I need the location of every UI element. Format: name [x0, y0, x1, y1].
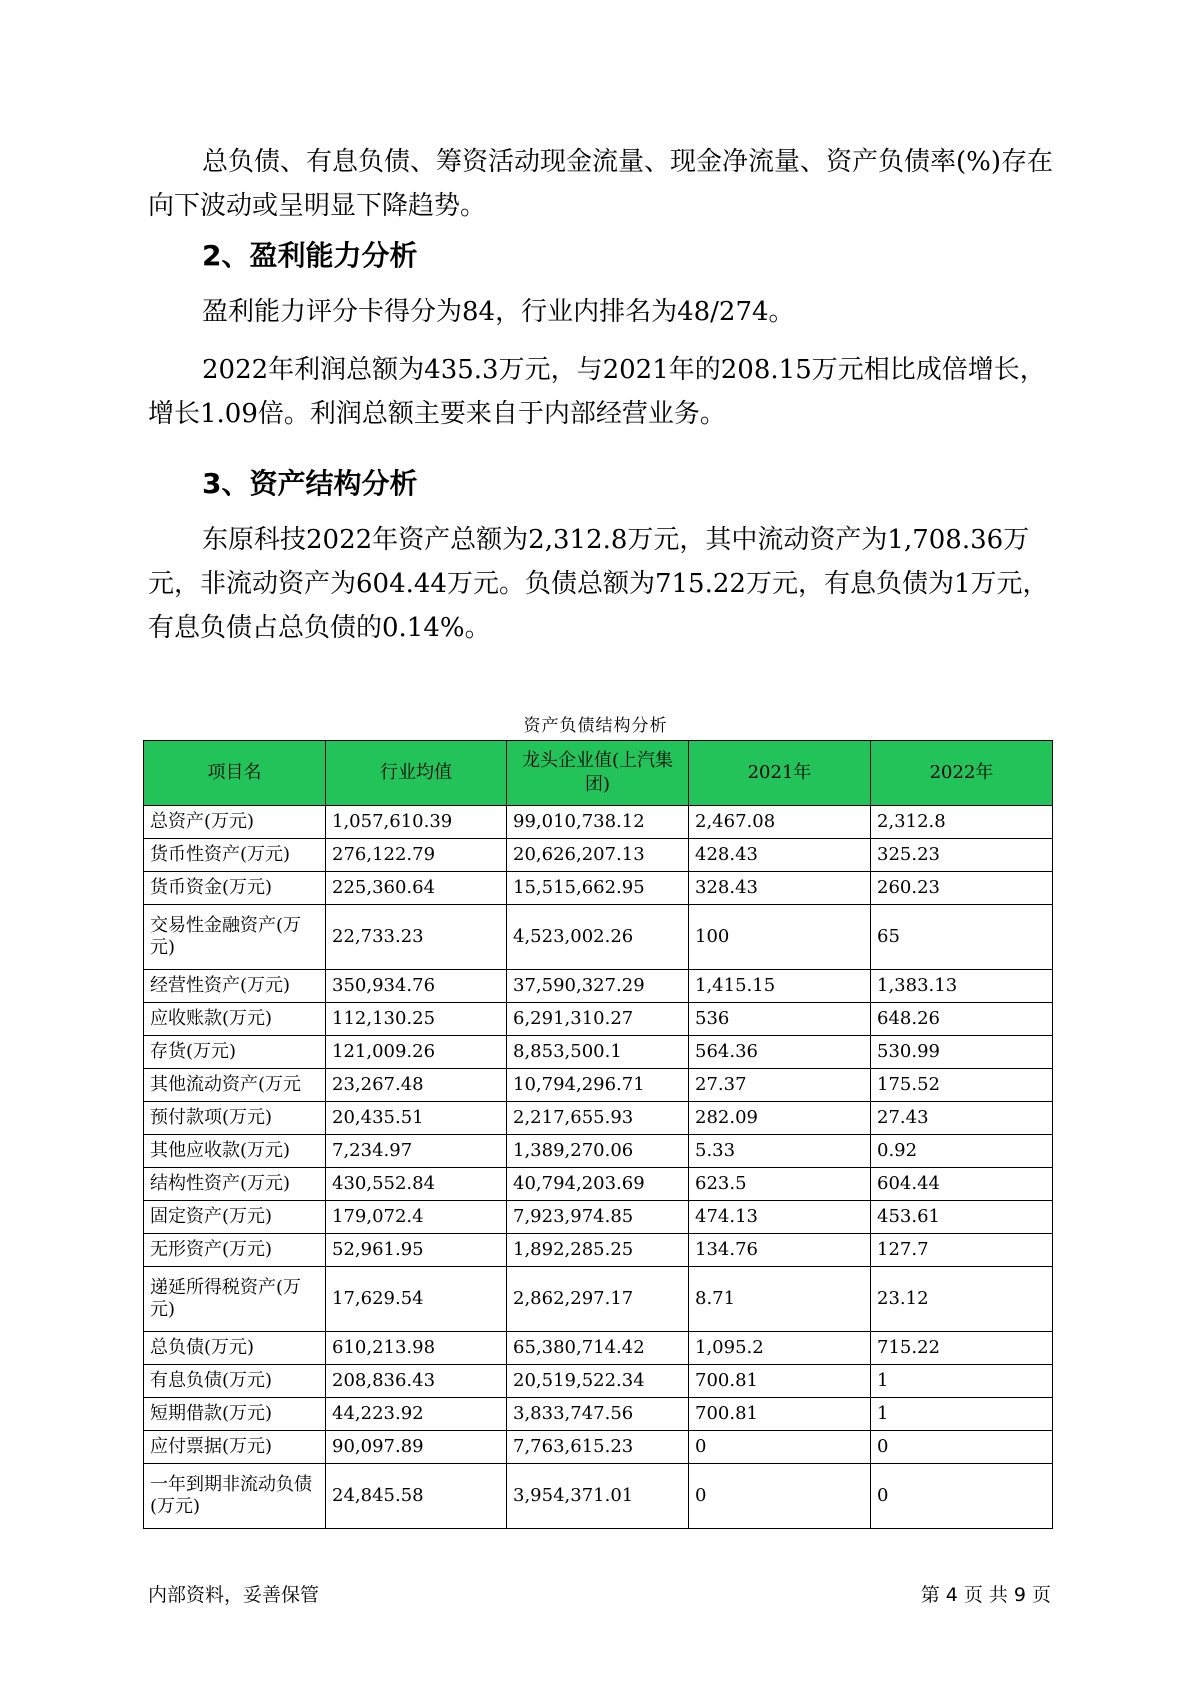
table-row [144, 806, 1053, 839]
value-cell: 7,923,974.85 [507, 1201, 689, 1234]
row-label-cell: 固定资产(万元) [144, 1201, 326, 1234]
table-row [144, 970, 1053, 1003]
value-cell: 6,291,310.27 [507, 1003, 689, 1036]
row-label-cell: 其他流动资产(万元 [144, 1069, 326, 1102]
value-cell: 24,845.58 [326, 1464, 507, 1529]
value-cell: 0.92 [871, 1135, 1053, 1168]
paragraph-profit-score: 盈利能力评分卡得分为84，行业内排名为48/274。 [202, 297, 795, 327]
value-cell: 65 [871, 905, 1053, 970]
value-cell: 4,523,002.26 [507, 905, 689, 970]
value-cell: 27.37 [689, 1069, 871, 1102]
table-row [144, 1234, 1053, 1267]
value-cell: 610,213.98 [326, 1332, 507, 1365]
value-cell: 604.44 [871, 1168, 1053, 1201]
row-label-cell: 其他应收款(万元) [144, 1135, 326, 1168]
row-label-cell: 预付款项(万元) [144, 1102, 326, 1135]
row-label-cell: 无形资产(万元) [144, 1234, 326, 1267]
value-cell: 90,097.89 [326, 1431, 507, 1464]
value-cell: 22,733.23 [326, 905, 507, 970]
table-row [144, 1431, 1053, 1464]
paragraph-asset-summary: 东原科技2022年资产总额为2,312.8万元，其中流动资产为1,708.36万元，非流动资产为604.44万元。负债总额为715.22万元，有息负债为1万元，有息负债占总负债的0.14%。 [148, 525, 1049, 643]
value-cell: 40,794,203.69 [507, 1168, 689, 1201]
value-cell: 1,389,270.06 [507, 1135, 689, 1168]
row-label-cell: 结构性资产(万元) [144, 1168, 326, 1201]
value-cell: 1 [871, 1398, 1053, 1431]
header-year-2022: 2022年 [871, 741, 1053, 806]
row-label-cell: 应付票据(万元) [144, 1431, 326, 1464]
table-row [144, 1464, 1053, 1529]
value-cell: 2,217,655.93 [507, 1102, 689, 1135]
value-cell: 179,072.4 [326, 1201, 507, 1234]
value-cell: 3,954,371.01 [507, 1464, 689, 1529]
value-cell: 27.43 [871, 1102, 1053, 1135]
table-row [144, 1267, 1053, 1332]
value-cell: 0 [871, 1431, 1053, 1464]
paragraph-profit-total: 2022年利润总额为435.3万元，与2021年的208.15万元相比成倍增长，增长1.09倍。利润总额主要来自于内部经营业务。 [148, 355, 1046, 429]
table-row [144, 1036, 1053, 1069]
value-cell: 350,934.76 [326, 970, 507, 1003]
value-cell: 428.43 [689, 839, 871, 872]
footer-confidential-note: 内部资料，妥善保管 [148, 1584, 320, 1606]
value-cell: 700.81 [689, 1365, 871, 1398]
value-cell: 52,961.95 [326, 1234, 507, 1267]
value-cell: 175.52 [871, 1069, 1053, 1102]
value-cell: 2,862,297.17 [507, 1267, 689, 1332]
value-cell: 23,267.48 [326, 1069, 507, 1102]
table-row [144, 1365, 1053, 1398]
value-cell: 1,892,285.25 [507, 1234, 689, 1267]
value-cell: 1 [871, 1365, 1053, 1398]
value-cell: 1,415.15 [689, 970, 871, 1003]
value-cell: 7,234.97 [326, 1135, 507, 1168]
value-cell: 20,435.51 [326, 1102, 507, 1135]
row-label-cell: 货币资金(万元) [144, 872, 326, 905]
value-cell: 3,833,747.56 [507, 1398, 689, 1431]
value-cell: 564.36 [689, 1036, 871, 1069]
value-cell: 7,763,615.23 [507, 1431, 689, 1464]
value-cell: 536 [689, 1003, 871, 1036]
footer-page-number [915, 1580, 1051, 1607]
value-cell: 17,629.54 [326, 1267, 507, 1332]
value-cell: 225,360.64 [326, 872, 507, 905]
row-label-cell: 总负债(万元) [144, 1332, 326, 1365]
value-cell: 1,057,610.39 [326, 806, 507, 839]
value-cell: 453.61 [871, 1201, 1053, 1234]
page-label-prefix: 第 [920, 1584, 940, 1606]
value-cell: 10,794,296.71 [507, 1069, 689, 1102]
value-cell: 99,010,738.12 [507, 806, 689, 839]
header-year-2021: 2021年 [689, 741, 871, 806]
row-label-cell: 有息负债(万元) [144, 1365, 326, 1398]
value-cell: 623.5 [689, 1168, 871, 1201]
value-cell: 23.12 [871, 1267, 1053, 1332]
table-row [144, 1201, 1053, 1234]
value-cell: 2,467.08 [689, 806, 871, 839]
value-cell: 2,312.8 [871, 806, 1053, 839]
value-cell: 65,380,714.42 [507, 1332, 689, 1365]
table-row [144, 839, 1053, 872]
value-cell: 260.23 [871, 872, 1053, 905]
table-caption: 资产负债结构分析 [523, 716, 668, 736]
value-cell: 328.43 [689, 872, 871, 905]
page-label-suffix: 页 [1031, 1584, 1051, 1606]
page-current: 4 [945, 1584, 958, 1606]
table-row [144, 1135, 1053, 1168]
value-cell: 1,095.2 [689, 1332, 871, 1365]
table-row [144, 1332, 1053, 1365]
page-label-mid: 页 共 [963, 1584, 1008, 1606]
value-cell: 530.99 [871, 1036, 1053, 1069]
heading-profitability: 2、盈利能力分析 [202, 239, 418, 272]
value-cell: 134.76 [689, 1234, 871, 1267]
header-item-name: 项目名 [144, 741, 326, 806]
table-header-row [144, 741, 1053, 806]
paragraph-liability-trend: 总负债、有息负债、筹资活动现金流量、现金净流量、资产负债率(%)存在向下波动或呈明显下降趋势。 [148, 147, 1053, 221]
header-industry-average: 行业均值 [326, 741, 507, 806]
value-cell: 112,130.25 [326, 1003, 507, 1036]
value-cell: 276,122.79 [326, 839, 507, 872]
row-label-cell: 应收账款(万元) [144, 1003, 326, 1036]
value-cell: 15,515,662.95 [507, 872, 689, 905]
value-cell: 325.23 [871, 839, 1053, 872]
table-row [144, 1069, 1053, 1102]
balance-structure-table [143, 740, 1053, 1529]
value-cell: 127.7 [871, 1234, 1053, 1267]
value-cell: 430,552.84 [326, 1168, 507, 1201]
value-cell: 100 [689, 905, 871, 970]
value-cell: 700.81 [689, 1398, 871, 1431]
value-cell: 648.26 [871, 1003, 1053, 1036]
value-cell: 20,626,207.13 [507, 839, 689, 872]
row-label-cell: 经营性资产(万元) [144, 970, 326, 1003]
value-cell: 8,853,500.1 [507, 1036, 689, 1069]
value-cell: 0 [689, 1464, 871, 1529]
row-label-cell: 总资产(万元) [144, 806, 326, 839]
table-body [144, 806, 1053, 1529]
table-row [144, 1398, 1053, 1431]
value-cell: 0 [871, 1464, 1053, 1529]
table-row [144, 1168, 1053, 1201]
value-cell: 715.22 [871, 1332, 1053, 1365]
heading-asset-structure: 3、资产结构分析 [202, 467, 418, 500]
row-label-cell: 一年到期非流动负债(万元) [144, 1464, 326, 1529]
value-cell: 20,519,522.34 [507, 1365, 689, 1398]
row-label-cell: 递延所得税资产(万元) [144, 1267, 326, 1332]
value-cell: 0 [689, 1431, 871, 1464]
table-row [144, 1102, 1053, 1135]
value-cell: 44,223.92 [326, 1398, 507, 1431]
table-row [144, 872, 1053, 905]
table-row [144, 905, 1053, 970]
value-cell: 121,009.26 [326, 1036, 507, 1069]
value-cell: 5.33 [689, 1135, 871, 1168]
value-cell: 474.13 [689, 1201, 871, 1234]
value-cell: 37,590,327.29 [507, 970, 689, 1003]
value-cell: 208,836.43 [326, 1365, 507, 1398]
row-label-cell: 存货(万元) [144, 1036, 326, 1069]
value-cell: 8.71 [689, 1267, 871, 1332]
table-row [144, 1003, 1053, 1036]
value-cell: 282.09 [689, 1102, 871, 1135]
value-cell: 1,383.13 [871, 970, 1053, 1003]
row-label-cell: 短期借款(万元) [144, 1398, 326, 1431]
page-total: 9 [1013, 1584, 1026, 1606]
header-leader-value: 龙头企业值(上汽集团) [507, 741, 689, 806]
row-label-cell: 交易性金融资产(万元) [144, 905, 326, 970]
row-label-cell: 货币性资产(万元) [144, 839, 326, 872]
